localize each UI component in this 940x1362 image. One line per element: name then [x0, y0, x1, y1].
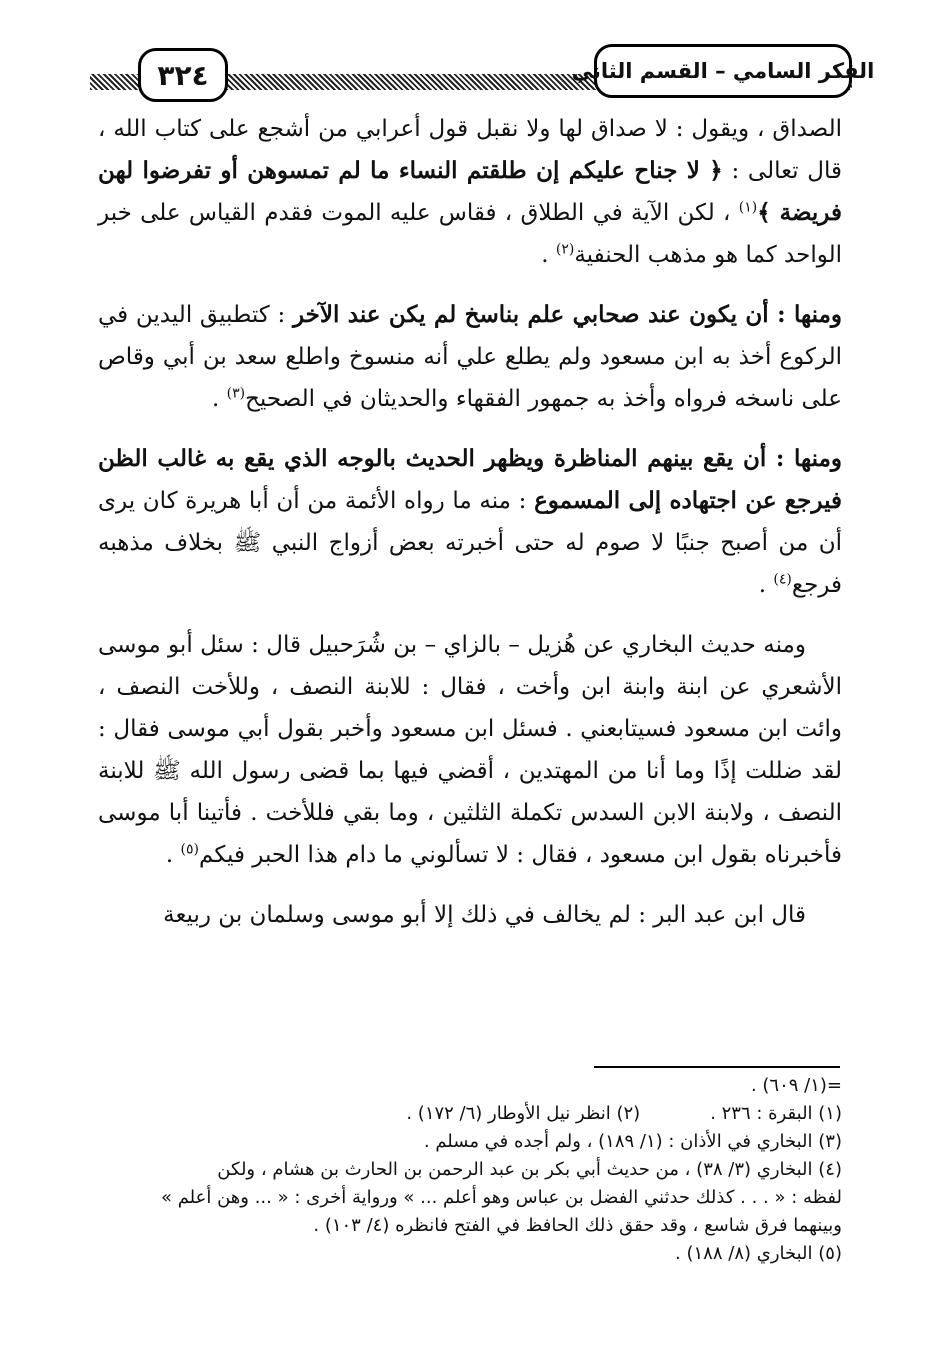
paragraph-3-text: : منه ما رواه الأئمة من أن أبا هريرة كان يرى أن من أصبح جنبًا لا صوم له حتى أخبرته بعض أزواج النبي ﷺ بخلاف مذهبه فرجع [98, 488, 842, 598]
paragraph-4-end: . [165, 842, 181, 868]
paragraph-1-end: . [541, 242, 556, 268]
footnote-row-1-2 [98, 1100, 842, 1128]
paragraph-4-text: ومنه حديث البخاري عن هُزيل – بالزاي – بن شُرَحبيل قال : سئل أبو موسى الأشعري عن ابنة وابنة ابن وأخت ، فقال : للابنة النصف ، وللأخت النصف ، وائت ابن مسعود فسيتابعني . فسئل ابن مسعود وأخبر بقول أبي موسى فقال : لقد ضللت إذًا وما أنا من المهتدين ، أقضي فيها بما قضى رسول الله ﷺ للابنة النصف ، ولابنة الابن السدس تكملة الثلثين ، وما بقي فللأخت . فأتينا أبا موسى فأخبرناه بقول ابن مسعود ، فقال : لا تسألوني ما دام هذا الحبر فيكم [98, 632, 842, 868]
footnote-separator [594, 1066, 840, 1068]
paragraph-2-text: : كتطبيق اليدين في الركوع أخذ به ابن مسعود ولم يطلع علي أنه منسوخ واطلع سعد بن أبي وقاص على ناسخه فرواه وأخذ به جمهور الفقهاء والحديثان في الصحيح [98, 302, 842, 412]
paragraph-4 [98, 624, 842, 876]
paragraph-2 [98, 294, 842, 420]
quran-verse: ﴿ لا جناح عليكم إن طلقتم النساء ما لم تمسوهن أو تفرضوا لهن فريضة ﴾ [98, 157, 842, 226]
main-text [98, 108, 842, 954]
footnote-1: (١) البقرة : ٢٣٦ . [710, 1103, 842, 1124]
paragraph-1 [98, 108, 842, 276]
running-title: الفكر السامي – القسم الثاني [594, 44, 852, 98]
paragraph-1-text: الصداق ، ويقول : لا صداق لها ولا نقبل قول أعرابي من أشجع على كتاب الله ، قال تعالى : [98, 116, 842, 184]
footnote-4-line-1: (٤) البخاري (٣/ ٣٨) ، من حديث أبي بكر بن عبد الرحمن بن الحارث بن هشام ، ولكن [217, 1159, 842, 1180]
footnote-2: (٢) انظر نيل الأوطار (٦/ ١٧٢) . [406, 1103, 641, 1124]
footnote-4-line-3: وبينهما فرق شاسع ، وقد حقق ذلك الحافظ في الفتح فانظره (٤/ ١٠٣) . [313, 1215, 842, 1236]
footnote-ref-3: (٣) [226, 385, 246, 402]
paragraph-3-heading: ومنها : أن يقع بينهم المناظرة ويظهر الحديث بالوجه الذي يقع به غالب الظن فيرجع عن اجتهاده إلى المسموع [98, 445, 843, 514]
footnote-continuation: =(١/ ٦٠٩) . [750, 1075, 842, 1096]
page-header [0, 0, 940, 110]
paragraph-5-text: قال ابن عبد البر : لم يخالف في ذلك إلا أبو موسى وسلمان بن ربيعة [163, 902, 806, 928]
paragraph-3-end: . [758, 572, 774, 598]
footnotes [98, 1072, 842, 1268]
paragraph-1-rest: ، لكن الآية في الطلاق ، فقاس عليه الموت فقدم القياس على خبر الواحد كما هو مذهب الحنفية [98, 200, 842, 268]
paragraph-2-heading: ومنها : أن يكون عند صحابي علم بناسخ لم يكن عند الآخر [292, 301, 842, 328]
paragraph-2-end: . [211, 386, 227, 412]
footnote-4-line-2: لفظه : « . . . كذلك حدثني الفضل بن عباس وهو أعلم ... » ورواية أخرى : « ... وهن أعلم » [160, 1187, 842, 1208]
footnote-ref-2: (٢) [555, 241, 575, 258]
footnote-ref-4: (٤) [773, 571, 792, 588]
paragraph-3 [98, 438, 842, 606]
footnote-3: (٣) البخاري في الأذان : (١/ ١٨٩) ، ولم أجده في مسلم . [423, 1131, 842, 1152]
page-number: ٣٢٤ [138, 48, 228, 102]
paragraph-5 [98, 894, 842, 936]
footnote-ref-1: (١) [738, 199, 758, 216]
footnote-5: (٥) البخاري (٨/ ١٨٨) . [675, 1243, 842, 1264]
footnote-ref-5: (٥) [180, 841, 200, 858]
